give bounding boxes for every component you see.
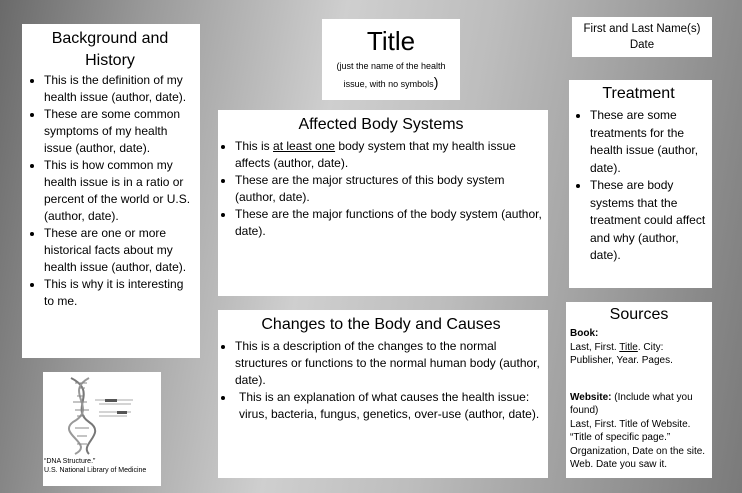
date-label: Date xyxy=(629,39,655,51)
list-item: • These are some treatments for the health issue (author, date). xyxy=(590,107,708,177)
sources-heading: Sources xyxy=(609,306,669,323)
list-item: • These are body systems that the treatment could affect and why (author, date). xyxy=(590,177,708,265)
poster-title: Title xyxy=(366,26,416,56)
book-label: Book: xyxy=(570,328,599,339)
book-author: Last, First. xyxy=(570,341,620,353)
sources-box xyxy=(566,302,712,478)
book-citation xyxy=(570,327,708,368)
list-item: • These are the major functions of the body system (author, date). xyxy=(235,206,544,240)
image-caption xyxy=(43,457,162,475)
caption-title: “DNA Structure.” xyxy=(44,458,96,465)
title-instructions-paren: ) xyxy=(433,74,439,90)
dna-helix-icon xyxy=(59,374,145,456)
book-publisher: . City: Publisher, Year. Pages. xyxy=(570,341,673,366)
list-item xyxy=(235,138,544,172)
changes-heading: Changes to the Body and Causes xyxy=(261,316,501,333)
book-title: Title xyxy=(619,341,638,353)
author-names: First and Last Name(s) xyxy=(583,23,701,35)
website-label: Website: xyxy=(570,391,612,403)
title-instructions-line1: (just the name of the health xyxy=(336,61,446,71)
background-heading-line2: History xyxy=(85,52,135,69)
treatment-box xyxy=(569,80,712,288)
website-citation xyxy=(570,391,708,472)
list-item: • These are the major structures of this body system (author, date). xyxy=(235,172,544,206)
background-heading xyxy=(24,28,196,72)
background-heading-line1: Background and xyxy=(51,30,169,47)
list-item: • These are one or more historical facts about my health issue (author, date). xyxy=(44,225,196,276)
list-item: • These are some common symptoms of my health issue (author, date). xyxy=(44,106,196,157)
caption-source: U.S. National Library of Medicine xyxy=(44,467,147,474)
treatment-heading: Treatment xyxy=(602,85,675,102)
background-history-box xyxy=(22,24,200,358)
changes-list xyxy=(218,338,544,423)
title-box xyxy=(322,19,460,100)
affected-item1-emphasis: at least one xyxy=(273,139,336,153)
affected-heading: Affected Body Systems xyxy=(298,116,464,133)
list-item: • This is the definition of my health issue (author, date). xyxy=(44,72,196,106)
website-format: Last, First. Title of Website. “Title of specific page.” Organization, Date on the site. Web. Date you saw it. xyxy=(570,418,706,470)
list-item: • This is why it is interesting to me. xyxy=(44,276,196,310)
affected-body-systems-box xyxy=(218,110,548,296)
list-item: • This is how common my health issue is in a ratio or percent of the world or U.S. (author, date). xyxy=(44,157,196,225)
treatment-list xyxy=(569,107,708,265)
website-note: (Include what you found) xyxy=(570,391,693,416)
affected-item1-pre: This is xyxy=(235,139,274,153)
name-date-box xyxy=(572,17,712,57)
background-list xyxy=(24,72,196,310)
title-instructions-line2: issue, with no symbols xyxy=(343,79,434,89)
dna-image-box xyxy=(43,372,161,486)
list-item: • This is an explanation of what causes the health issue: virus, bacteria, fungus, genetics, over-use (author, date). xyxy=(235,389,544,423)
affected-list xyxy=(218,138,544,240)
affected-item1-post: body system that my health issue affects (author, date). xyxy=(235,139,516,170)
list-item: • This is a description of the changes to the normal structures or functions to the normal human body (author, date). xyxy=(235,338,544,389)
changes-causes-box xyxy=(218,310,548,478)
title-instructions xyxy=(322,56,460,92)
